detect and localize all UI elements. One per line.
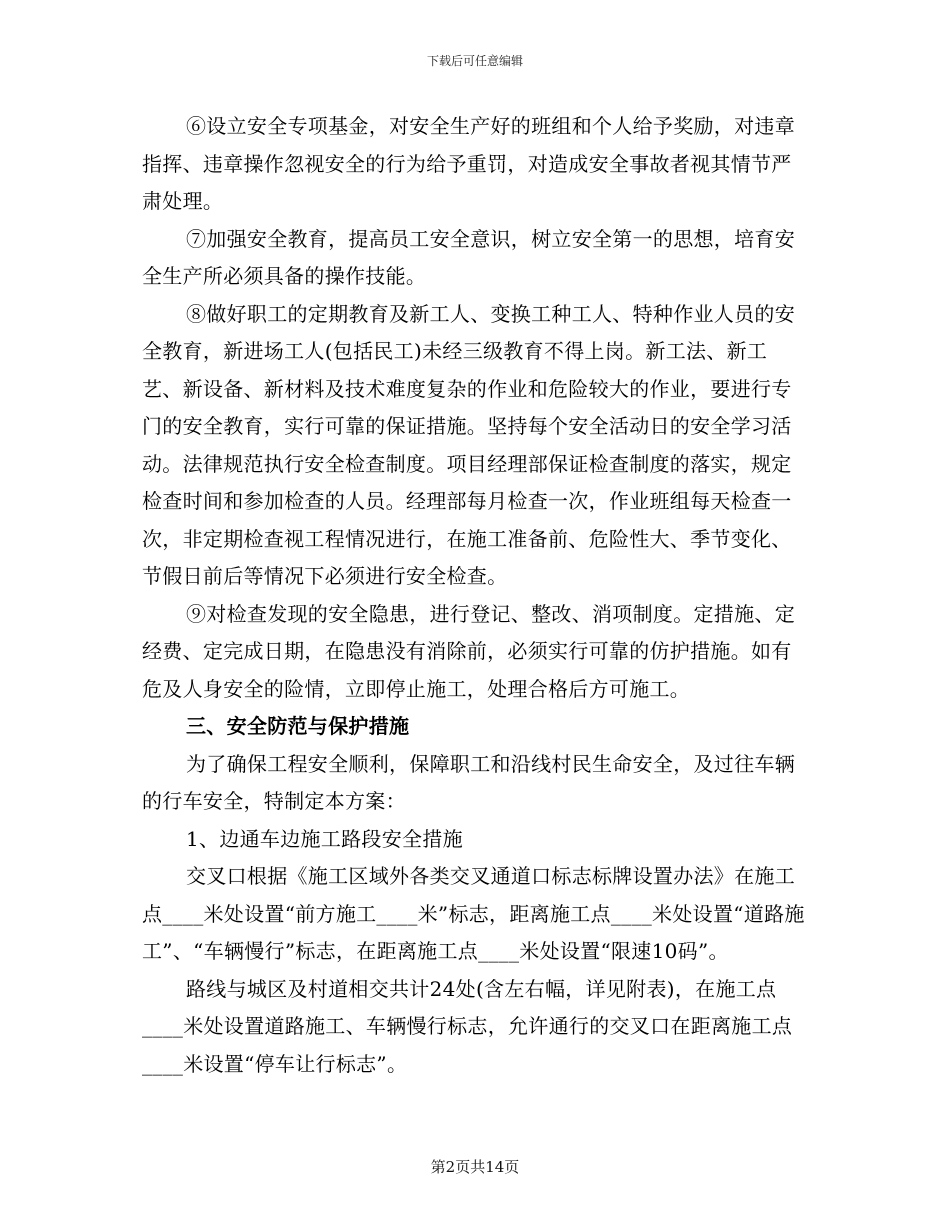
paragraph-item-7: ⑦加强安全教育，提高员工安全意识，树立安全第一的思想，培育安全生产所必须具备的操作技能。	[142, 226, 795, 288]
document-body	[142, 108, 807, 1083]
subsection-heading: 1、边通车边施工路段安全措施	[186, 826, 463, 851]
road-intersection-paragraph: 路线与城区及村道相交共计24处(含左右幅，详见附表)，在施工点____米处设置道路施工、车辆慢行标志，允许通行的交叉口在距离施工点____米设置“停车让行标志”。	[142, 976, 793, 1076]
paragraph-item-6: ⑥设立安全专项基金，对安全生产好的班组和个人给予奖励，对违章指挥、违章操作忽视安全的行为给予重罚，对造成安全事故者视其情节严肃处理。	[142, 114, 795, 213]
section-intro-paragraph: 为了确保工程安全顺利，保障职工和沿线村民生命安全，及过往车辆的行车安全，特制定本方案：	[142, 751, 795, 813]
page-header: 下载后可任意编辑	[426, 54, 523, 68]
intersection-sign-paragraph: 交叉口根据《施工区域外各类交叉通道口标志标牌设置办法》在施工点____米处设置“前方施工____米”标志，距离施工点____米处设置“道路施工”、“车辆慢行”标志，在距离施工点____米处设置“限速10码”。	[142, 864, 805, 963]
paragraph-item-9: ⑨对检查发现的安全隐患，进行登记、整改、消项制度。定措施、定经费、定完成日期，在隐患没有消除前，必须实行可靠的仿护措施。如有危及人身安全的险情，立即停止施工，处理合格后方可施工。	[142, 601, 795, 701]
paragraph-item-8: ⑧做好职工的定期教育及新工人、变换工种工人、特种作业人员的安全教育，新进场工人(包括民工)未经三级教育不得上岗。新工法、新工艺、新设备、新材料及技术难度复杂的作业和危险较大的作业，要进行专门的安全教育，实行可靠的保证措施。坚持每个安全活动日的安全学习活动。法律规范执行安全检查制度。项目经理部保证检查制度的落实，规定检查时间和参加检查的人员。经理部每月检查一次，作业班组每天检查一次，非定期检查视工程情况进行，在施工准备前、危险性大、季节变化、节假日前后等情况下必须进行安全检查。	[142, 301, 795, 588]
page-footer: 第2页共14页	[430, 1158, 520, 1176]
section-heading: 三、安全防范与保护措施	[186, 714, 410, 738]
